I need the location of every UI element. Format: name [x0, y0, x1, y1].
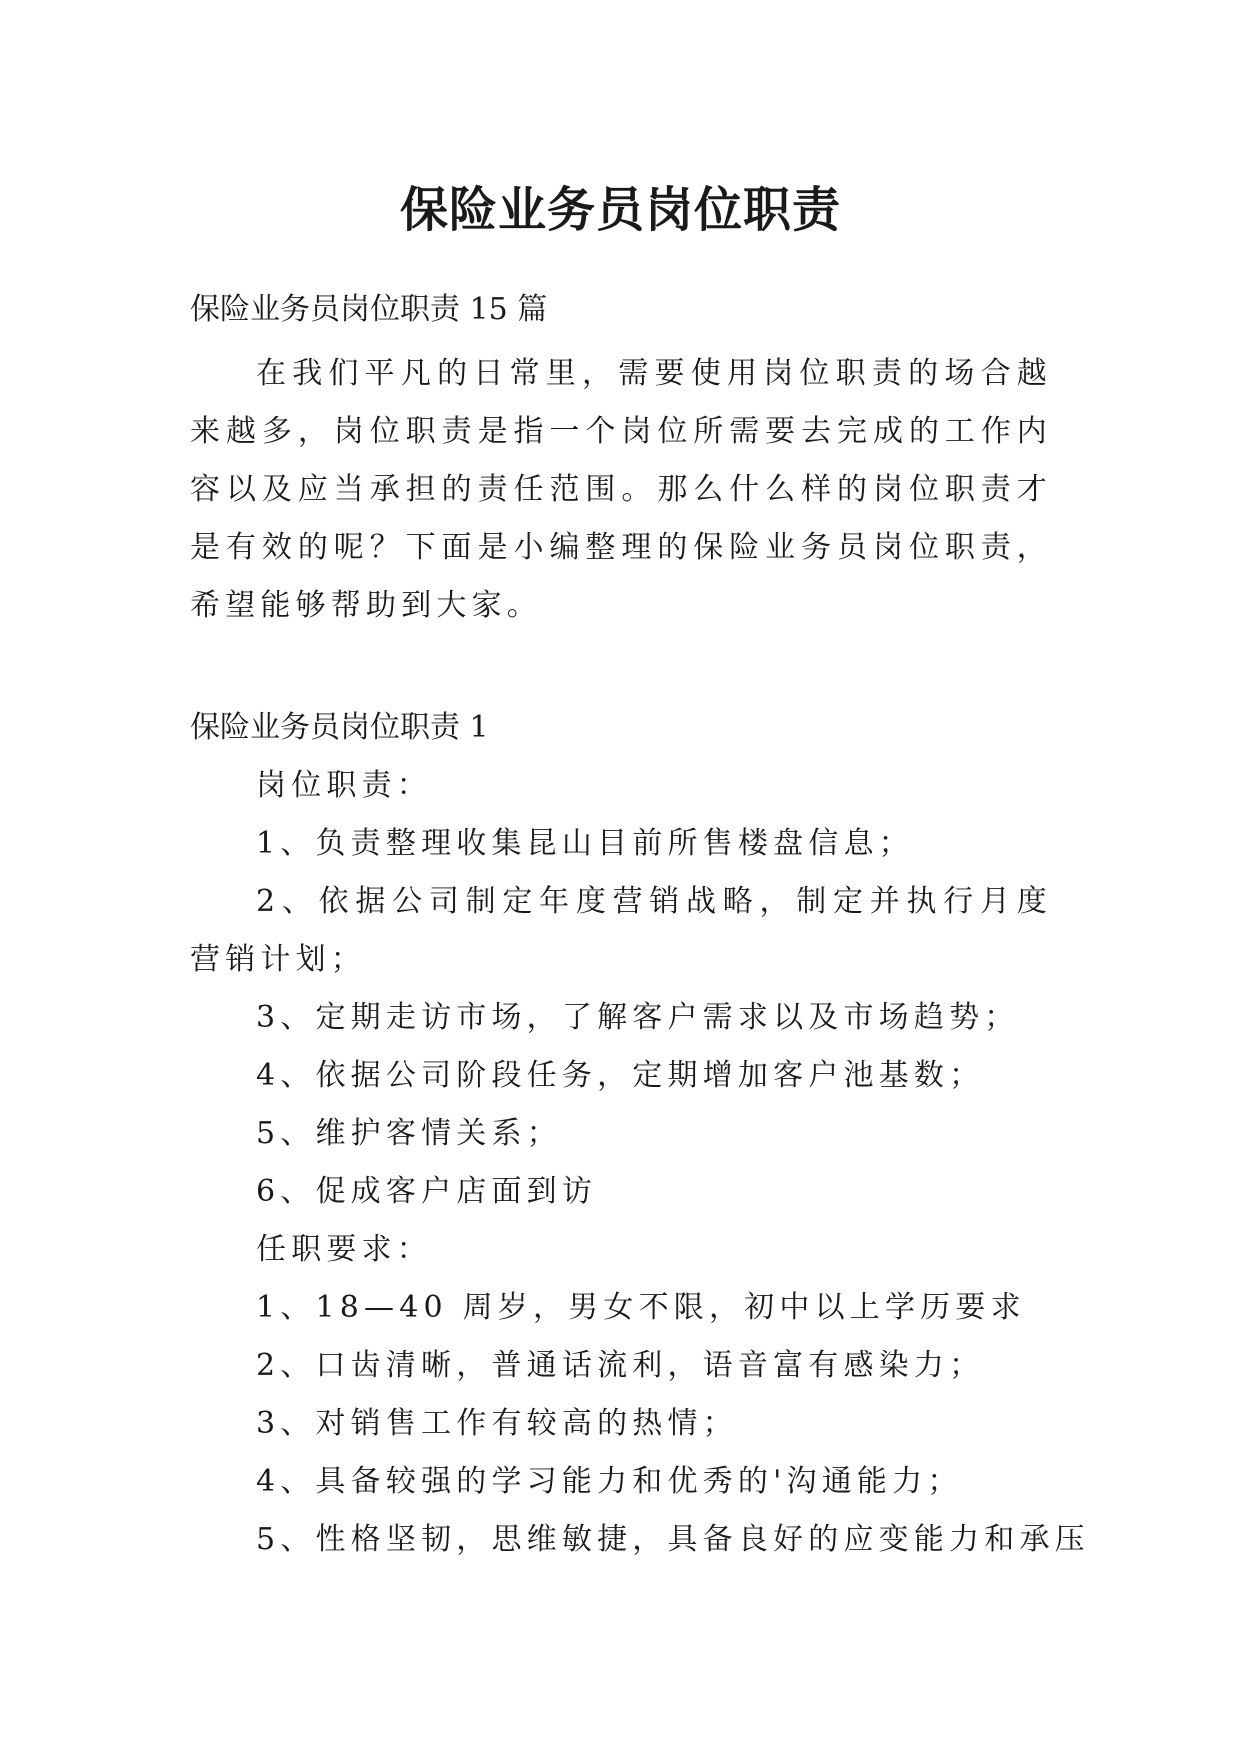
section-heading: 保险业务员岗位职责 1 — [190, 710, 489, 745]
requirements-label: 任职要求： — [256, 1232, 432, 1267]
section-1 — [190, 699, 1090, 1569]
duty-item: 4、依据公司阶段任务，定期增加客户池基数； — [256, 1058, 985, 1093]
duties-label: 岗位职责： — [256, 768, 432, 803]
requirement-item: 5、性格坚韧，思维敏捷，具备良好的应变能力和承压 — [256, 1522, 1090, 1557]
duty-item: 2、依据公司制定年度营销战略，制定并执行月度营销计划； — [190, 884, 1052, 977]
requirement-item: 3、对销售工作有较高的热情； — [256, 1406, 738, 1441]
document-subtitle: 保险业务员岗位职责 15 篇 — [190, 292, 548, 327]
requirement-item: 4、具备较强的学习能力和优秀的'沟通能力； — [256, 1464, 963, 1499]
document-title: 保险业务员岗位职责 — [399, 182, 841, 239]
duty-item: 6、促成客户店面到访 — [256, 1174, 598, 1209]
requirement-item: 2、口齿清晰，普通话流利，语音富有感染力； — [256, 1348, 985, 1383]
intro-paragraph: 在我们平凡的日常里，需要使用岗位职责的场合越来越多，岗位职责是指一个岗位所需要去完成的工作内容以及应当承担的责任范围。那么什么样的岗位职责才是有效的呢？下面是小编整理的保险业务员岗位职责，希望能够帮助到大家。 — [190, 356, 1052, 623]
duty-item: 5、维护客情关系； — [256, 1116, 562, 1151]
requirement-item: 1、18—40 周岁，男女不限，初中以上学历要求 — [256, 1290, 1026, 1325]
duty-item: 1、负责整理收集昆山目前所售楼盘信息； — [256, 826, 914, 861]
duty-item: 3、定期走访市场，了解客户需求以及市场趋势； — [256, 1000, 1020, 1035]
